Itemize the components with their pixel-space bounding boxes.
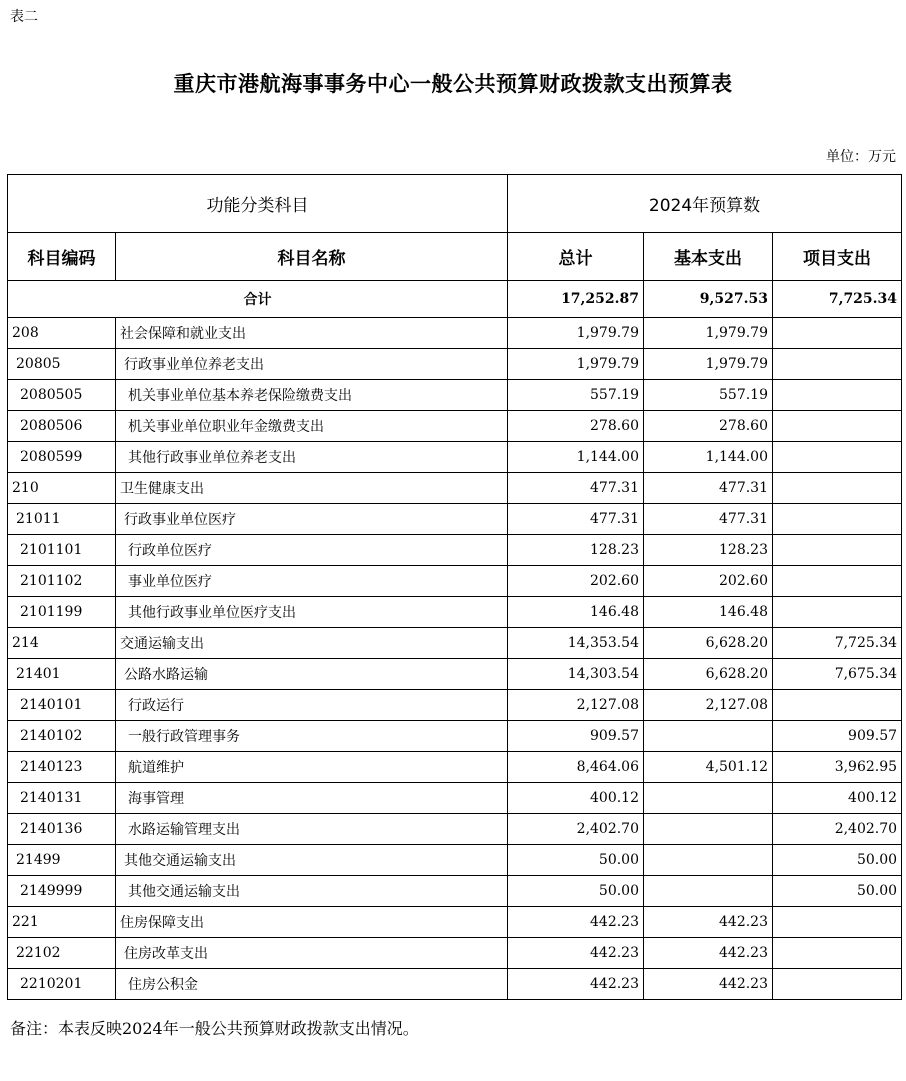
cell-project: 50.00 bbox=[773, 845, 902, 876]
cell-code: 2101199 bbox=[8, 597, 116, 628]
cell-total: 146.48 bbox=[508, 597, 644, 628]
cell-name: 其他行政事业单位养老支出 bbox=[116, 442, 508, 473]
cell-code: 210 bbox=[8, 473, 116, 504]
cell-name: 交通运输支出 bbox=[116, 628, 508, 659]
cell-basic: 6,628.20 bbox=[644, 659, 773, 690]
cell-code: 22102 bbox=[8, 938, 116, 969]
cell-project bbox=[773, 969, 902, 1000]
cell-code: 2080505 bbox=[8, 380, 116, 411]
cell-code: 2210201 bbox=[8, 969, 116, 1000]
cell-name: 航道维护 bbox=[116, 752, 508, 783]
table-row bbox=[8, 504, 902, 535]
cell-total: 909.57 bbox=[508, 721, 644, 752]
cell-project bbox=[773, 535, 902, 566]
cell-basic: 1,979.79 bbox=[644, 318, 773, 349]
table-row bbox=[8, 845, 902, 876]
cell-name: 住房保障支出 bbox=[116, 907, 508, 938]
table-row bbox=[8, 349, 902, 380]
cell-name: 卫生健康支出 bbox=[116, 473, 508, 504]
header-budget-2024: 2024年预算数 bbox=[508, 175, 902, 233]
cell-total: 477.31 bbox=[508, 504, 644, 535]
cell-project bbox=[773, 566, 902, 597]
cell-basic bbox=[644, 876, 773, 907]
cell-name: 其他交通运输支出 bbox=[116, 876, 508, 907]
table-row bbox=[8, 380, 902, 411]
table-row bbox=[8, 473, 902, 504]
cell-basic: 2,127.08 bbox=[644, 690, 773, 721]
page-title: 重庆市港航海事事务中心一般公共预算财政拨款支出预算表 bbox=[173, 71, 733, 96]
cell-project bbox=[773, 318, 902, 349]
cell-total: 14,353.54 bbox=[508, 628, 644, 659]
cell-name: 行政事业单位养老支出 bbox=[116, 349, 508, 380]
cell-project bbox=[773, 690, 902, 721]
total-basic: 9,527.53 bbox=[644, 281, 773, 318]
header-column-row bbox=[8, 233, 902, 281]
cell-basic: 4,501.12 bbox=[644, 752, 773, 783]
cell-project: 50.00 bbox=[773, 876, 902, 907]
header-total: 总计 bbox=[508, 233, 644, 281]
cell-total: 557.19 bbox=[508, 380, 644, 411]
cell-project bbox=[773, 442, 902, 473]
total-row bbox=[8, 281, 902, 318]
cell-name: 住房改革支出 bbox=[116, 938, 508, 969]
cell-total: 2,127.08 bbox=[508, 690, 644, 721]
cell-basic: 442.23 bbox=[644, 969, 773, 1000]
cell-project: 7,725.34 bbox=[773, 628, 902, 659]
total-project: 7,725.34 bbox=[773, 281, 902, 318]
table-row bbox=[8, 938, 902, 969]
cell-name: 一般行政管理事务 bbox=[116, 721, 508, 752]
table-row bbox=[8, 690, 902, 721]
cell-project: 400.12 bbox=[773, 783, 902, 814]
cell-total: 8,464.06 bbox=[508, 752, 644, 783]
table-row bbox=[8, 721, 902, 752]
cell-basic: 442.23 bbox=[644, 938, 773, 969]
cell-code: 2140136 bbox=[8, 814, 116, 845]
cell-basic bbox=[644, 845, 773, 876]
cell-name: 事业单位医疗 bbox=[116, 566, 508, 597]
cell-total: 14,303.54 bbox=[508, 659, 644, 690]
cell-total: 202.60 bbox=[508, 566, 644, 597]
cell-project bbox=[773, 504, 902, 535]
table-row bbox=[8, 783, 902, 814]
header-group-row bbox=[8, 175, 902, 233]
table-row bbox=[8, 814, 902, 845]
cell-name: 住房公积金 bbox=[116, 969, 508, 1000]
cell-total: 1,979.79 bbox=[508, 349, 644, 380]
cell-name: 行政单位医疗 bbox=[116, 535, 508, 566]
cell-project bbox=[773, 411, 902, 442]
table-row bbox=[8, 969, 902, 1000]
cell-project: 909.57 bbox=[773, 721, 902, 752]
table-label: 表二 bbox=[10, 9, 38, 25]
cell-basic bbox=[644, 721, 773, 752]
cell-basic: 146.48 bbox=[644, 597, 773, 628]
cell-basic: 1,979.79 bbox=[644, 349, 773, 380]
table-row bbox=[8, 628, 902, 659]
cell-name: 机关事业单位基本养老保险缴费支出 bbox=[116, 380, 508, 411]
table-row bbox=[8, 566, 902, 597]
cell-code: 2140131 bbox=[8, 783, 116, 814]
header-project: 项目支出 bbox=[773, 233, 902, 281]
cell-total: 442.23 bbox=[508, 938, 644, 969]
total-label: 合计 bbox=[8, 281, 508, 318]
cell-name: 公路水路运输 bbox=[116, 659, 508, 690]
header-name: 科目名称 bbox=[116, 233, 508, 281]
cell-project: 2,402.70 bbox=[773, 814, 902, 845]
cell-name: 其他交通运输支出 bbox=[116, 845, 508, 876]
cell-name: 社会保障和就业支出 bbox=[116, 318, 508, 349]
cell-code: 214 bbox=[8, 628, 116, 659]
cell-code: 2080599 bbox=[8, 442, 116, 473]
budget-table bbox=[7, 174, 902, 1000]
cell-code: 21401 bbox=[8, 659, 116, 690]
cell-code: 208 bbox=[8, 318, 116, 349]
cell-total: 278.60 bbox=[508, 411, 644, 442]
cell-basic bbox=[644, 814, 773, 845]
cell-name: 行政事业单位医疗 bbox=[116, 504, 508, 535]
cell-name: 水路运输管理支出 bbox=[116, 814, 508, 845]
cell-total: 2,402.70 bbox=[508, 814, 644, 845]
cell-basic: 202.60 bbox=[644, 566, 773, 597]
cell-total: 128.23 bbox=[508, 535, 644, 566]
table-row bbox=[8, 442, 902, 473]
cell-code: 21011 bbox=[8, 504, 116, 535]
cell-project bbox=[773, 907, 902, 938]
cell-basic bbox=[644, 783, 773, 814]
table-row bbox=[8, 752, 902, 783]
cell-code: 2149999 bbox=[8, 876, 116, 907]
table-row bbox=[8, 597, 902, 628]
cell-total: 477.31 bbox=[508, 473, 644, 504]
cell-basic: 477.31 bbox=[644, 504, 773, 535]
table-row bbox=[8, 907, 902, 938]
table-row bbox=[8, 535, 902, 566]
cell-total: 442.23 bbox=[508, 907, 644, 938]
cell-total: 50.00 bbox=[508, 845, 644, 876]
cell-total: 50.00 bbox=[508, 876, 644, 907]
table-row bbox=[8, 411, 902, 442]
cell-code: 21499 bbox=[8, 845, 116, 876]
header-basic: 基本支出 bbox=[644, 233, 773, 281]
footnote: 备注：本表反映2024年一般公共预算财政拨款支出情况。 bbox=[10, 1019, 419, 1038]
cell-basic: 6,628.20 bbox=[644, 628, 773, 659]
cell-basic: 1,144.00 bbox=[644, 442, 773, 473]
total-total: 17,252.87 bbox=[508, 281, 644, 318]
cell-project: 3,962.95 bbox=[773, 752, 902, 783]
table-row bbox=[8, 876, 902, 907]
cell-basic: 442.23 bbox=[644, 907, 773, 938]
cell-basic: 477.31 bbox=[644, 473, 773, 504]
cell-code: 20805 bbox=[8, 349, 116, 380]
cell-project bbox=[773, 597, 902, 628]
cell-project bbox=[773, 938, 902, 969]
cell-code: 2080506 bbox=[8, 411, 116, 442]
header-code: 科目编码 bbox=[8, 233, 116, 281]
cell-project: 7,675.34 bbox=[773, 659, 902, 690]
cell-code: 2101101 bbox=[8, 535, 116, 566]
cell-total: 1,979.79 bbox=[508, 318, 644, 349]
cell-name: 机关事业单位职业年金缴费支出 bbox=[116, 411, 508, 442]
cell-project bbox=[773, 349, 902, 380]
cell-code: 2140123 bbox=[8, 752, 116, 783]
cell-name: 海事管理 bbox=[116, 783, 508, 814]
cell-basic: 278.60 bbox=[644, 411, 773, 442]
cell-project bbox=[773, 473, 902, 504]
cell-code: 2101102 bbox=[8, 566, 116, 597]
cell-basic: 128.23 bbox=[644, 535, 773, 566]
cell-code: 221 bbox=[8, 907, 116, 938]
cell-total: 400.12 bbox=[508, 783, 644, 814]
cell-code: 2140102 bbox=[8, 721, 116, 752]
unit-label: 单位：万元 bbox=[826, 149, 896, 165]
cell-basic: 557.19 bbox=[644, 380, 773, 411]
table-row bbox=[8, 318, 902, 349]
table-row bbox=[8, 659, 902, 690]
cell-total: 1,144.00 bbox=[508, 442, 644, 473]
header-function-classification: 功能分类科目 bbox=[8, 175, 508, 233]
cell-total: 442.23 bbox=[508, 969, 644, 1000]
cell-project bbox=[773, 380, 902, 411]
cell-name: 行政运行 bbox=[116, 690, 508, 721]
cell-code: 2140101 bbox=[8, 690, 116, 721]
cell-name: 其他行政事业单位医疗支出 bbox=[116, 597, 508, 628]
